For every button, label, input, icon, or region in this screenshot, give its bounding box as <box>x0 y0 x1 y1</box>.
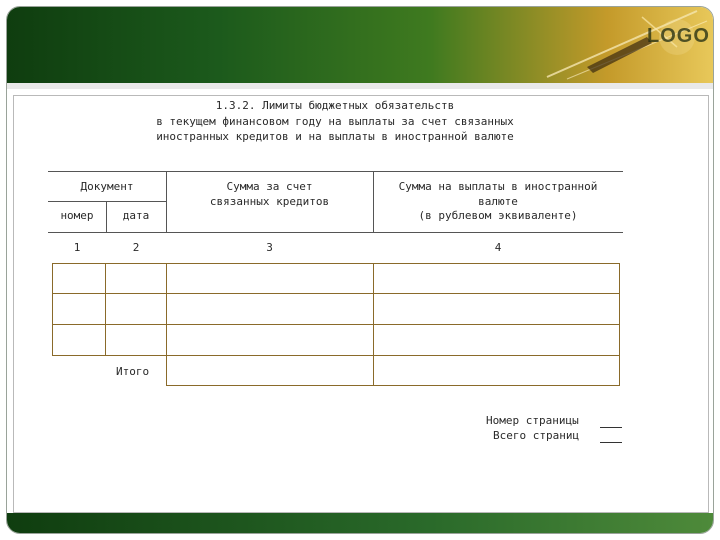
header-sum-credits-2: связанных кредитов <box>209 195 330 208</box>
total-sum-foreign[interactable] <box>373 355 620 386</box>
cell-sum-credits[interactable] <box>166 263 374 294</box>
page-number-field[interactable] <box>600 427 622 428</box>
cell-sum-foreign[interactable] <box>373 263 620 294</box>
page-number-label: Номер страницы <box>486 414 579 427</box>
document-subheader-rule <box>48 201 166 202</box>
total-pages-label: Всего страниц <box>493 429 580 442</box>
cell-date[interactable] <box>105 263 167 294</box>
total-pages-field[interactable] <box>600 442 622 443</box>
cell-number[interactable] <box>52 324 106 356</box>
footer-band <box>7 513 713 533</box>
cell-date[interactable] <box>105 293 167 325</box>
title-line-1: 1.3.2. Лимиты бюджетных обязательств <box>215 99 455 112</box>
column-number-2: 2 <box>132 241 140 254</box>
header-date: дата <box>122 209 150 222</box>
header-bottom-rule <box>48 232 623 233</box>
total-sum-credits[interactable] <box>166 355 374 386</box>
column-number-3: 3 <box>266 241 273 254</box>
cell-number[interactable] <box>52 263 106 294</box>
column-number-1: 1 <box>73 241 81 254</box>
cell-date[interactable] <box>105 324 167 356</box>
header-sum-credits-1: Сумма за счет <box>226 180 313 193</box>
header-band <box>7 7 713 89</box>
table-top-rule <box>48 171 623 172</box>
logo: LOGO <box>647 25 710 47</box>
header-sum-foreign-1: Сумма на выплаты в иностранной <box>398 180 598 193</box>
total-label: Итого <box>116 365 150 378</box>
cell-sum-credits[interactable] <box>166 324 374 356</box>
title-line-3: иностранных кредитов и на выплаты в иностранной валюте <box>156 130 514 143</box>
header-number: номер <box>60 209 94 222</box>
column-number-4: 4 <box>494 241 502 254</box>
header-sum-foreign-2: валюте <box>478 195 518 208</box>
cell-sum-credits[interactable] <box>166 293 374 325</box>
title-line-2: в текущем финансовом году на выплаты за счет связанных <box>156 114 514 128</box>
header-document: Документ <box>80 180 134 193</box>
cell-sum-foreign[interactable] <box>373 324 620 356</box>
cell-sum-foreign[interactable] <box>373 293 620 325</box>
header-sum-foreign-3: (в рублевом эквиваленте) <box>418 209 578 222</box>
document-title <box>100 98 570 145</box>
cell-number[interactable] <box>52 293 106 325</box>
